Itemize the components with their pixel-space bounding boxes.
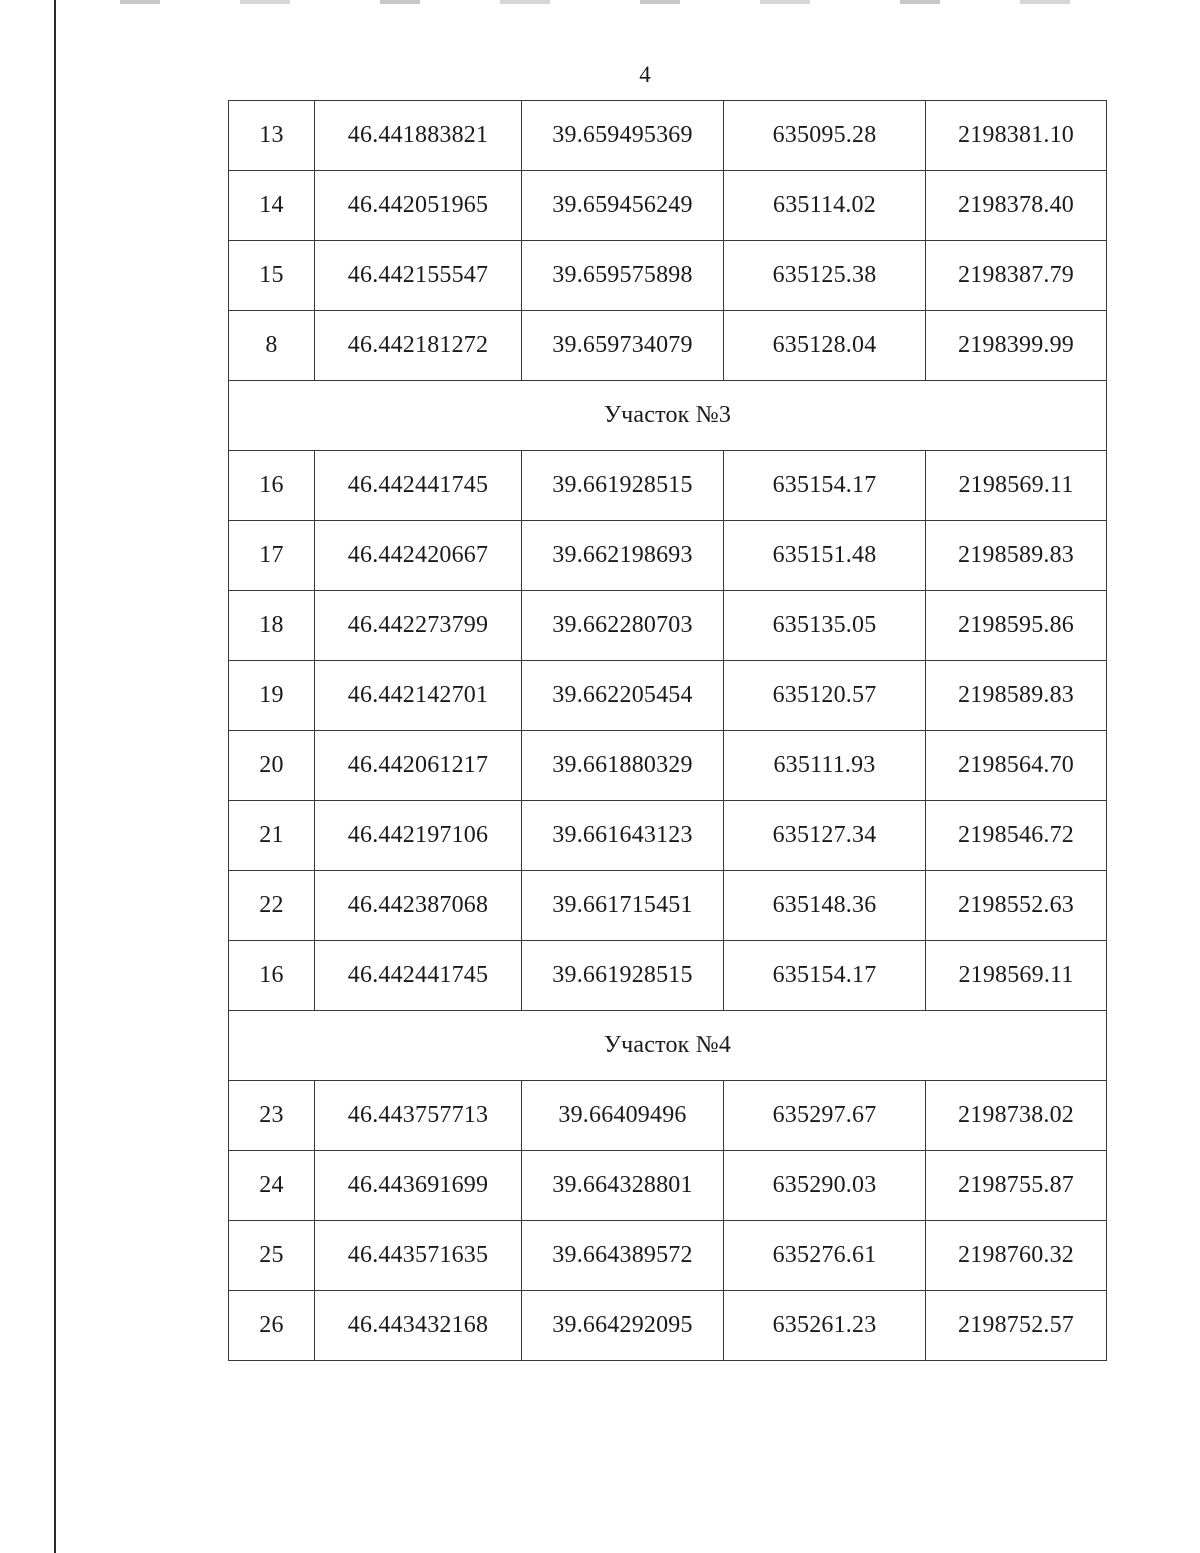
table-row [229,521,1107,591]
table-row [229,591,1107,661]
x-coordinate-cell: 635154.17 [724,941,926,1011]
latitude-cell: 46.442051965 [315,171,522,241]
point-number-cell: 17 [229,521,315,591]
longitude-cell: 39.659456249 [522,171,724,241]
table-row [229,1221,1107,1291]
latitude-cell: 46.442441745 [315,941,522,1011]
point-number-cell: 8 [229,311,315,381]
coordinates-table [228,100,1107,1361]
latitude-cell: 46.443432168 [315,1291,522,1361]
longitude-cell: 39.661880329 [522,731,724,801]
section-title: Участок №3 [229,381,1107,451]
table-row [229,871,1107,941]
table-row [229,311,1107,381]
x-coordinate-cell: 635261.23 [724,1291,926,1361]
x-coordinate-cell: 635297.67 [724,1081,926,1151]
longitude-cell: 39.659734079 [522,311,724,381]
y-coordinate-cell: 2198755.87 [926,1151,1107,1221]
latitude-cell: 46.442273799 [315,591,522,661]
point-number-cell: 21 [229,801,315,871]
x-coordinate-cell: 635128.04 [724,311,926,381]
scan-left-edge-line [54,0,56,1553]
table-row [229,451,1107,521]
y-coordinate-cell: 2198378.40 [926,171,1107,241]
x-coordinate-cell: 635135.05 [724,591,926,661]
latitude-cell: 46.442197106 [315,801,522,871]
point-number-cell: 19 [229,661,315,731]
table-row [229,661,1107,731]
y-coordinate-cell: 2198399.99 [926,311,1107,381]
longitude-cell: 39.664328801 [522,1151,724,1221]
table-row [229,171,1107,241]
coordinates-table-body [229,101,1107,1361]
longitude-cell: 39.659495369 [522,101,724,171]
longitude-cell: 39.661928515 [522,941,724,1011]
y-coordinate-cell: 2198552.63 [926,871,1107,941]
point-number-cell: 25 [229,1221,315,1291]
longitude-cell: 39.664389572 [522,1221,724,1291]
x-coordinate-cell: 635125.38 [724,241,926,311]
y-coordinate-cell: 2198564.70 [926,731,1107,801]
table-row [229,1291,1107,1361]
point-number-cell: 16 [229,941,315,1011]
longitude-cell: 39.659575898 [522,241,724,311]
latitude-cell: 46.442061217 [315,731,522,801]
table-row [229,941,1107,1011]
latitude-cell: 46.442387068 [315,871,522,941]
table-row [229,1081,1107,1151]
x-coordinate-cell: 635120.57 [724,661,926,731]
table-row [229,801,1107,871]
longitude-cell: 39.662280703 [522,591,724,661]
y-coordinate-cell: 2198760.32 [926,1221,1107,1291]
longitude-cell: 39.661928515 [522,451,724,521]
point-number-cell: 18 [229,591,315,661]
x-coordinate-cell: 635290.03 [724,1151,926,1221]
point-number-cell: 26 [229,1291,315,1361]
latitude-cell: 46.442142701 [315,661,522,731]
section-header-row [229,1011,1107,1081]
y-coordinate-cell: 2198595.86 [926,591,1107,661]
x-coordinate-cell: 635151.48 [724,521,926,591]
x-coordinate-cell: 635127.34 [724,801,926,871]
longitude-cell: 39.66409496 [522,1081,724,1151]
longitude-cell: 39.662198693 [522,521,724,591]
y-coordinate-cell: 2198569.11 [926,941,1107,1011]
latitude-cell: 46.442441745 [315,451,522,521]
scan-top-residue [120,0,1070,4]
section-header-row [229,381,1107,451]
point-number-cell: 23 [229,1081,315,1151]
latitude-cell: 46.442420667 [315,521,522,591]
latitude-cell: 46.443757713 [315,1081,522,1151]
longitude-cell: 39.664292095 [522,1291,724,1361]
x-coordinate-cell: 635095.28 [724,101,926,171]
point-number-cell: 13 [229,101,315,171]
x-coordinate-cell: 635111.93 [724,731,926,801]
point-number-cell: 24 [229,1151,315,1221]
longitude-cell: 39.661643123 [522,801,724,871]
point-number-cell: 14 [229,171,315,241]
latitude-cell: 46.443571635 [315,1221,522,1291]
x-coordinate-cell: 635154.17 [724,451,926,521]
x-coordinate-cell: 635276.61 [724,1221,926,1291]
y-coordinate-cell: 2198589.83 [926,661,1107,731]
y-coordinate-cell: 2198589.83 [926,521,1107,591]
y-coordinate-cell: 2198752.57 [926,1291,1107,1361]
latitude-cell: 46.441883821 [315,101,522,171]
table-row [229,731,1107,801]
y-coordinate-cell: 2198738.02 [926,1081,1107,1151]
y-coordinate-cell: 2198381.10 [926,101,1107,171]
latitude-cell: 46.442181272 [315,311,522,381]
point-number-cell: 15 [229,241,315,311]
point-number-cell: 22 [229,871,315,941]
y-coordinate-cell: 2198546.72 [926,801,1107,871]
page-number: 4 [639,62,651,87]
x-coordinate-cell: 635114.02 [724,171,926,241]
longitude-cell: 39.661715451 [522,871,724,941]
x-coordinate-cell: 635148.36 [724,871,926,941]
y-coordinate-cell: 2198569.11 [926,451,1107,521]
point-number-cell: 16 [229,451,315,521]
table-row [229,101,1107,171]
table-row [229,1151,1107,1221]
section-title: Участок №4 [229,1011,1107,1081]
y-coordinate-cell: 2198387.79 [926,241,1107,311]
table-row [229,241,1107,311]
longitude-cell: 39.662205454 [522,661,724,731]
latitude-cell: 46.443691699 [315,1151,522,1221]
latitude-cell: 46.442155547 [315,241,522,311]
point-number-cell: 20 [229,731,315,801]
